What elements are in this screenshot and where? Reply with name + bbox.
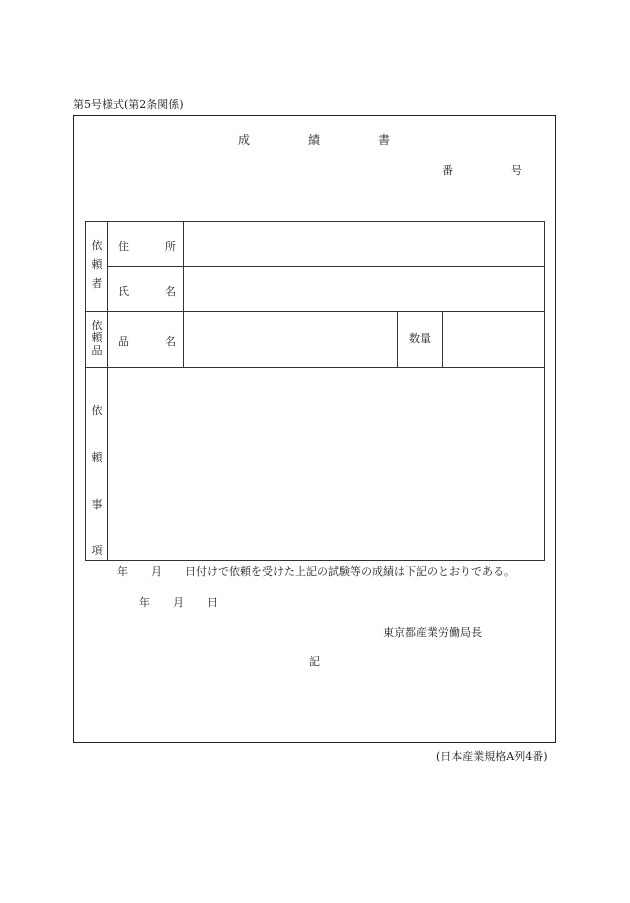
issuer: 東京都産業労働局長 (383, 626, 482, 639)
requester-header: 依 頼 者 (91, 239, 103, 290)
date-year: 年 (139, 596, 150, 609)
number-label (442, 162, 522, 178)
quantity-label: 数量 (409, 332, 431, 345)
address-label: 住 所 (118, 240, 176, 253)
title-char: 成 (238, 133, 251, 147)
form-label: 第5号様式(第2条関係) (73, 98, 184, 111)
title-char: 績 (307, 133, 320, 147)
item-name-label: 品 名 (118, 335, 176, 348)
request-matters-field[interactable] (108, 368, 544, 560)
name-label: 氏 名 (118, 285, 176, 298)
document-title (238, 131, 390, 148)
item-name-field[interactable] (184, 312, 396, 366)
standard-footer: (日本産業規格A列4番) (436, 750, 548, 763)
number-label-char: 番 (442, 164, 453, 177)
ki-label: 記 (309, 655, 320, 668)
statement-year: 年 (117, 565, 128, 578)
name-field[interactable] (184, 267, 544, 310)
quantity-field[interactable] (443, 312, 544, 366)
number-label-char: 号 (511, 164, 522, 177)
statement-text: 日付けで依頼を受けた上記の試験等の成績は下記のとおりである。 (185, 565, 515, 578)
table-divider (397, 311, 398, 367)
date-day: 日 (207, 596, 218, 609)
title-char: 書 (377, 133, 390, 147)
request-matters-header: 依 頼 事 項 (91, 404, 103, 558)
date-month: 月 (173, 596, 184, 609)
item-header: 依 頼 品 (91, 319, 103, 357)
statement-month: 月 (151, 565, 162, 578)
address-field[interactable] (184, 222, 544, 265)
